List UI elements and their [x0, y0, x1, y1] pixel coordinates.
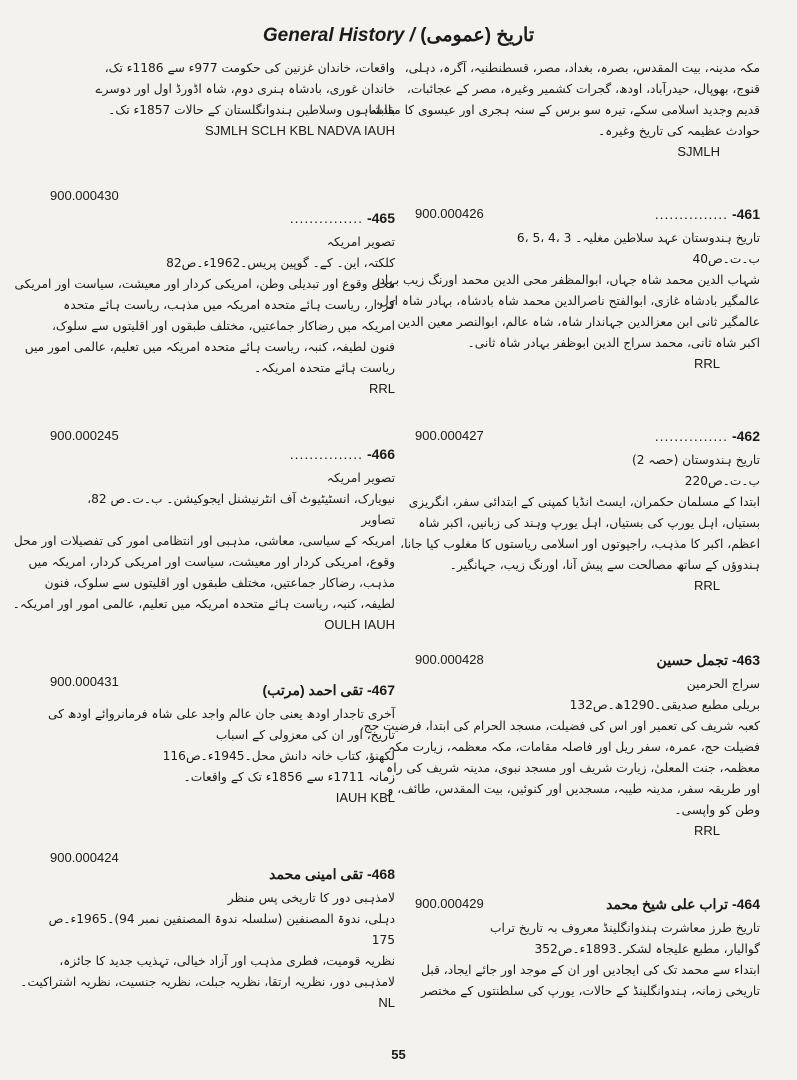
header-urdu: تاریخ (عمومی) [420, 25, 535, 46]
text-line: آخری تاجدار اودھ یعنی جان عالم واجد علی شاہ فرمانروائے اودھ کی [47, 707, 395, 721]
text-line: تاریخ، اور ان کی معزولی کے اسباب [215, 728, 395, 742]
library-codes: RRL [693, 578, 720, 593]
text-line: نیویارک، انسٹیٹیوٹ آف انٹرنیشنل ایجوکیشن۔ ب۔ت۔ص 82، [87, 492, 395, 506]
text-line: بریلی مطبع صدیقی۔1290ھ۔ص132 [569, 698, 760, 712]
accession-number: 900.000429 [415, 896, 484, 911]
entry-head [415, 428, 760, 450]
text-line: ابتداء سے محمد تک کی ایجادیں اور ان کے موجد اور جائے ایجاد، قبل [421, 963, 760, 977]
entry-head [50, 188, 395, 210]
accession-number: 900.000426 [415, 206, 484, 221]
text-line: لامذہبی دور کا تاریخی پس منظر [227, 891, 395, 905]
entry-466 [12, 428, 395, 635]
page-header [0, 24, 797, 47]
text-line: ابتدا کے مسلمان حکمران، ایسٹ انڈیا کمپنی کے ابتدائی سفر، انگریزی [408, 495, 760, 509]
text-line: خاندان غوری، بادشاہ ہنری دوم، شاہ اڈورڈ اول اور دوسرے [95, 82, 395, 96]
entry-number: 464 [736, 896, 760, 912]
entry-468 [20, 850, 395, 1013]
left-column [12, 58, 395, 1038]
text-line: ہندوؤں کے ساتھ مصالحت سے پیش آنا، اورنگ زیب، جہانگیر۔ [449, 558, 760, 572]
text-line: بادشاہوں وسلاطین ہندوانگلستان کے حالات 1857ء تک۔ [108, 103, 395, 117]
entry-number-line: 467- تقی احمد (مرتب) [262, 682, 395, 698]
text-line: دہلی، ندوۃ المصنفین (سلسلہ ندوۃ المصنفین نمبر 94)۔1965ء۔ص [48, 912, 395, 926]
library-codes: RRL [693, 823, 720, 838]
text-line: تصویر امریکہ [326, 235, 395, 249]
text-line: تاریخ ہندوستان (حصہ 2) [631, 453, 760, 467]
text-line: عالمگیر بادشاہ غازی، ابوالفتح ناصرالدین محمد شاہ بادشاہ، بہادر شاہ اول، [375, 294, 760, 308]
entry-author: تجمل حسین [656, 652, 729, 668]
library-codes: IAUH KBL [335, 790, 395, 805]
text-line: قنوج، بھوپال، حیدرآباد، اودھ، گجرات کشمیر وغیرہ، مصر کے عجائبات، [406, 82, 760, 96]
entry-body [14, 232, 395, 379]
text-line: قدیم وجدید اسلامی سکے، تیرہ سو برس کے سنہ ہجری اور عیسوی کا مقابلہ [369, 103, 760, 117]
text-line: محل وقوع اور تبدیلی وطن، امریکی کردار اور معیشت، سیاست اور امریکی [14, 277, 395, 291]
text-line: وطن کو واپسی۔ [674, 803, 760, 817]
entry-body [12, 468, 395, 615]
accession-number: 900.000428 [415, 652, 484, 667]
entry-author: تقی امینی محمد [269, 866, 364, 882]
library-codes: RRL [368, 381, 395, 396]
intro-left [50, 58, 395, 141]
text-line: گوالیار، مطبع علیجاہ لشکر۔1893ء۔ص352 [534, 942, 760, 956]
entry-number: 461 [736, 206, 760, 222]
text-line: بستیاں، اہل یورپ کی بستیاں، اہل یورپ وہند کی زبانیں، اکبر شاہ [418, 516, 760, 530]
library-codes: RRL [693, 356, 720, 371]
text-line: تاریخ طرز معاشرت ہندوانگلینڈ معروف بہ تاریخ تراب [489, 921, 760, 935]
entry-number-line: 465- ............... [289, 210, 395, 226]
text-line: زمانہ 1711ء سے 1856ء تک کے واقعات۔ [183, 770, 395, 784]
entry-author: تراب علی شیخ محمد [606, 896, 729, 912]
entry-body [373, 228, 760, 354]
entry-head [50, 674, 395, 696]
entry-number-line: 464- تراب علی شیخ محمد [606, 896, 760, 912]
entry-body [20, 888, 395, 993]
accession-number: 900.000431 [50, 674, 119, 689]
entry-number: 465 [371, 210, 395, 226]
text-line: لامذہبی دور، نظریہ ارتقا، نظریہ جبلت، نظریہ جنسیت، نظریہ اشتراکیت۔ [20, 975, 395, 989]
text-line: سراج الحرمین [686, 677, 760, 691]
intro-right [369, 58, 760, 162]
entry-number: 463 [736, 652, 760, 668]
entry-head [415, 896, 760, 918]
accession-number: 900.000245 [50, 428, 119, 443]
entry-head [50, 210, 395, 232]
text-line: تاریخ ہندوستان عہد سلاطین مغلیہ۔ 3 ،4 ،5 ،6 [516, 231, 760, 245]
entry-465 [14, 188, 395, 399]
text-line: مکہ مدینہ، بیت المقدس، بصرہ، بغداد، مصر، قسطنطنیہ، آگرہ، دہلی، [404, 61, 760, 75]
entry-body [400, 450, 760, 576]
text-line: ب۔ت۔ص40 [692, 252, 760, 266]
entry-author: تقی احمد (مرتب) [262, 682, 364, 698]
header-english: General History / [262, 25, 415, 46]
intro-left-body [50, 58, 395, 121]
entry-number-line: 463- تجمل حسین [656, 652, 760, 668]
entry-number-line: 461- ............... [654, 206, 760, 222]
entry-number: 467 [371, 682, 395, 698]
intro-right-body [369, 58, 760, 142]
entry-number-line: 462- ............... [654, 428, 760, 444]
entry-body [415, 918, 760, 1002]
text-line: تصویر امریکہ [326, 471, 395, 485]
text-line: کلکتہ، این۔ کے۔ گوپین پریس۔1962ء۔ص82 [166, 256, 395, 270]
accession-number: 900.000427 [415, 428, 484, 443]
accession-number: 900.000424 [50, 850, 119, 865]
entry-head [415, 206, 760, 228]
text-line: 175 [371, 933, 395, 947]
library-codes: SJMLH [677, 144, 720, 159]
entry-467 [47, 674, 395, 808]
text-line: فنون لطیفہ، کنبہ، ریاست ہائے متحدہ امریکہ میں تعلیم، عالمی امور میں [24, 340, 395, 354]
text-line: تصاویر [361, 513, 395, 527]
entry-number: 468 [371, 866, 395, 882]
entry-number: 462 [736, 428, 760, 444]
page-number: 55 [391, 1047, 406, 1062]
text-line: وقوع، امریکی کردار اور معیشت، سیاست اور امریکی کردار، امریکہ میں [28, 555, 395, 569]
accession-number: 900.000430 [50, 188, 119, 203]
text-line: اعظم، اکبر کا مذہب، راجپوتوں اور اسلامی ریاستوں کا مغلوب کیا جانا، [400, 537, 760, 551]
text-line: لطیفہ، کنبہ، ریاست ہائے متحدہ امریکہ میں تعلیم، عالمی امور اور امریکہ۔ [12, 597, 395, 611]
text-line: معظمہ، جنت المعلیٰ، زیارت شریف اور مسجد نبوی، مدینہ شریف کی راہ [386, 761, 760, 775]
text-line: کعبہ شریف کی تعمیر اور اس کی فضیلت، مسجد الحرام کی ابتدا، فرضیت حج، [359, 719, 760, 733]
entry-head [50, 850, 395, 882]
entry-body [47, 704, 395, 788]
entry-number: 466 [371, 446, 395, 462]
text-line: تاریخی زمانہ، ہندوانگلینڈ کے حالات، یورپ کی سلطنتوں کے مختصر [421, 984, 760, 998]
text-line: امریکہ میں رضاکار جماعتیں، مختلف طبقوں اور اقلیتوں سے سلوک، [52, 319, 395, 333]
library-codes: NL [378, 995, 395, 1010]
entry-head [50, 446, 395, 468]
text-line: اور طریقہ سفر، مدینہ طیبہ، مسجدیں اور کنوئیں، بیت المقدس، طائف، و [387, 782, 760, 796]
text-line: نظریہ قومیت، فطری مذہب اور آزاد خیالی، تہذیب جدید کا جائزہ، [59, 954, 395, 968]
text-line: حوادث عظیمہ کی تاریخ وغیرہ۔ [598, 124, 760, 138]
library-codes: OULH IAUH [324, 617, 395, 632]
library-codes: SJMLH SCLH KBL NADVA IAUH [205, 123, 395, 138]
entry-464 [415, 896, 760, 1002]
entry-number-line: 468- تقی امینی محمد [269, 866, 395, 882]
text-line: واقعات، خاندان غزنین کی حکومت 977ء سے 1186ء تک، [104, 61, 395, 75]
text-line: عالمگیر ثانی ابن معزالدین جہاندار شاہ، شاہ عالم، ابوالنصر معین الدین [397, 315, 760, 329]
entry-462 [400, 428, 760, 596]
entry-head [415, 652, 760, 674]
text-line: ب۔ت۔ص220 [684, 474, 760, 488]
text-line: امریکہ کے سیاسی، معاشی، مذہبی اور انتظامی امور کی تفصیلات اور محل [13, 534, 395, 548]
text-line: شہاب الدین محمد شاہ جہاں، ابوالمظفر محی الدین محمد اورنگ زیب بہادر [373, 273, 760, 287]
text-line: مذہب، رضاکار جماعتیں، مختلف طبقوں اور اقلیتوں سے سلوک، فنون [44, 576, 395, 590]
text-line: لکھنؤ، کتاب خانہ دانش محل۔1945ء۔ص116 [162, 749, 395, 763]
text-line: فضیلت حج، عمرہ، سفر ریل اور فاصلہ مقامات، مکہ معظمہ، زیارت مکہ [388, 740, 760, 754]
entry-number-line: 466- ............... [289, 446, 395, 462]
text-line: ریاست ہائے متحدہ امریکہ۔ [254, 361, 395, 375]
text-line: کردار، ریاست ہائے متحدہ امریکہ میں مذہب، ریاست ہائے متحدہ [63, 298, 395, 312]
text-line: اکبر شاہ ثانی، محمد سراج الدین ابوظفر بہادر شاہ ثانی۔ [467, 336, 760, 350]
